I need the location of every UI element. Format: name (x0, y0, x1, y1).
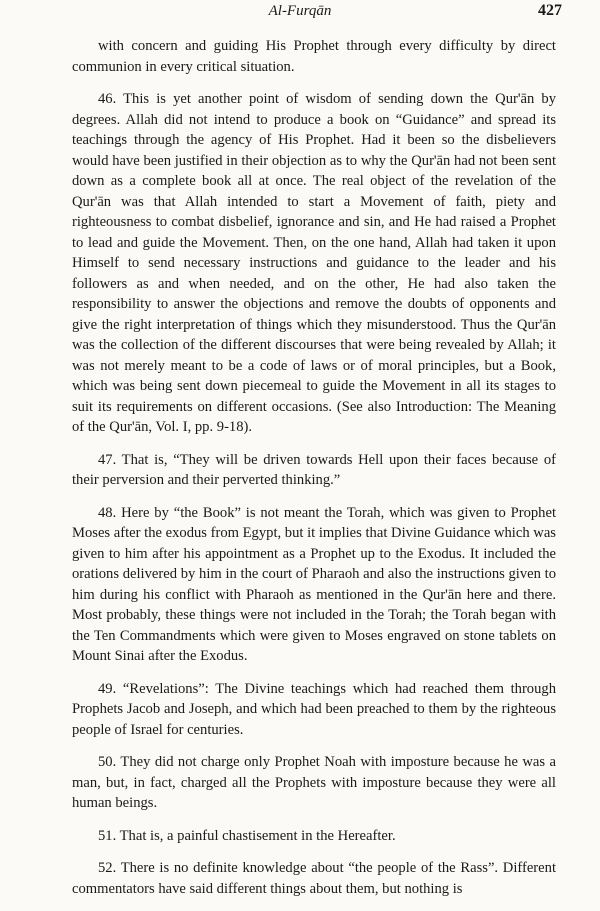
page-number: 427 (538, 2, 562, 19)
continued-paragraph: with concern and guiding His Prophet through every difficulty by direct communion in every critical situation. (72, 38, 556, 75)
note-50: 50. They did not charge only Prophet Noah with imposture because he was a man, but, in fact, charged all the Prophets with imposture because they were all human beings. (72, 754, 556, 811)
note-49: 49. “Revelations”: The Divine teachings which had reached them through Prophets Jacob and Joseph, and which had been preached to them by the righteous people of Israel for centuries. (72, 680, 556, 738)
body-text (72, 36, 556, 911)
note-47: 47. That is, “They will be driven towards Hell upon their faces because of their perversion and their perverted thinking.” (72, 451, 556, 488)
note-48: 48. Here by “the Book” is not meant the Torah, which was given to Prophet Moses after the exodus from Egypt, but it implies that Divine Guidance which was given to him after his appointment as a Prophet up to the Exodus. It included the orations delivered by him in the court of Pharaoh and also the instructions given to him during his conflict with Pharaoh as mentioned in the Qur'ān here and there. Most probably, these things were not included in the Torah; the Torah began with the Ten Commandments which were given to Moses engraved on stone tablets on Mount Sinai after the Exodus. (72, 504, 556, 664)
note-46: 46. This is yet another point of wisdom of sending down the Qur'ān by degrees. Allah did not intend to produce a book on “Guidance” and spread its teachings through the agency of His Prophet. Had it been so the disbelievers would have been justified in their objection as to why the Qur'ān had not been sent down as a complete book all at once. The real object of the revelation of the Qur'ān was that Allah intended to start a Movement of faith, piety and righteousness to combat disbelief, ignorance and sin, and He had raised a Prophet to lead and guide the Movement. Then, on the one hand, Allah had taken it upon Himself to send necessary instructions and guidance to the leader and his followers as and when needed, and on the other, He had also taken the responsibility to answer the objections and remove the doubts of opponents and give the right interpretation of things which they misunderstood. Thus the Qur'ān was the collection of the different discourses that were being revealed by Allah; it was not merely meant to be a code of laws or of moral principles, but a Book, which was being sent down piecemeal to guide the Movement in all its stages to suit its requirements on different occasions. (See also Introduction: The Meaning of the Qur'ān, Vol. I, pp. 9-18). (72, 91, 556, 435)
chapter-title: Al-Furqān (268, 3, 332, 19)
note-52: 52. There is no definite knowledge about “the people of the Rass”. Different commentators have said different things about them, but nothing is (72, 860, 556, 897)
running-head (0, 2, 600, 24)
note-51: 51. That is, a painful chastisement in the Hereafter. (98, 827, 396, 844)
